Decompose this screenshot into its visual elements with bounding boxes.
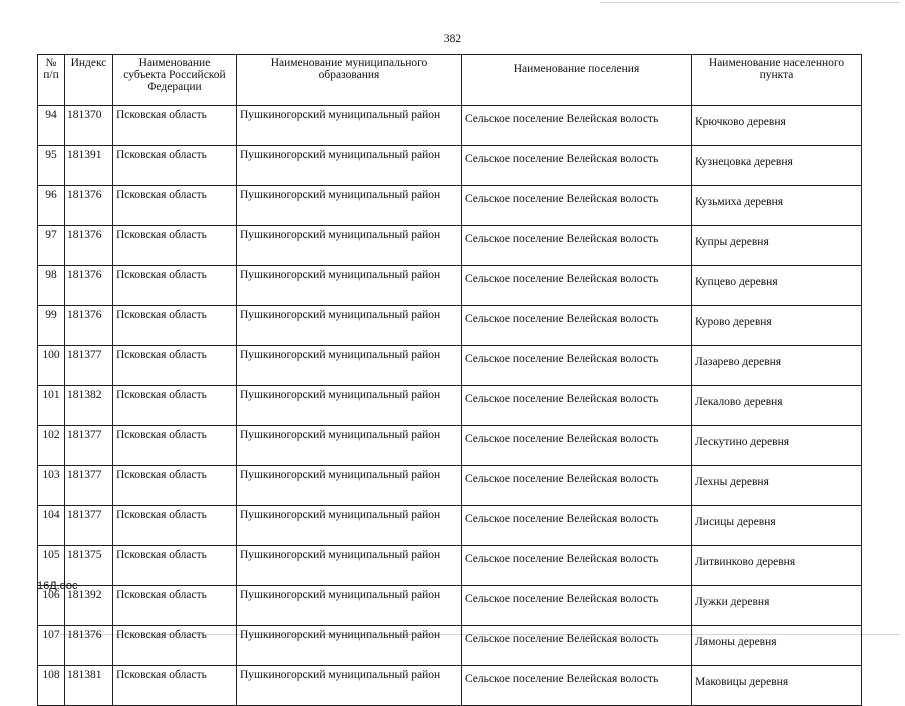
cell-settlement: Сельское поселение Велейская волость bbox=[462, 186, 692, 226]
cell-municipality: Пушкиногорский муниципальный район bbox=[237, 146, 462, 186]
cell-subject: Псковская область bbox=[113, 186, 237, 226]
cell-municipality: Пушкиногорский муниципальный район bbox=[237, 506, 462, 546]
cell-locality: Лямоны деревня bbox=[692, 626, 862, 666]
table-row bbox=[38, 386, 862, 426]
header-municipality: Наименование муниципального образования bbox=[237, 55, 462, 106]
cell-index: 181376 bbox=[65, 226, 113, 266]
cell-settlement: Сельское поселение Велейская волость bbox=[462, 666, 692, 706]
cell-index: 181377 bbox=[65, 506, 113, 546]
cell-subject: Псковская область bbox=[113, 626, 237, 666]
cell-subject: Псковская область bbox=[113, 266, 237, 306]
table-row bbox=[38, 106, 862, 146]
cell-subject: Псковская область bbox=[113, 466, 237, 506]
cell-settlement: Сельское поселение Велейская волость bbox=[462, 506, 692, 546]
cell-settlement: Сельское поселение Велейская волость bbox=[462, 346, 692, 386]
table-header-row bbox=[38, 55, 862, 106]
cell-number: 98 bbox=[38, 266, 65, 306]
cell-index: 181377 bbox=[65, 346, 113, 386]
cell-number: 95 bbox=[38, 146, 65, 186]
cell-index: 181377 bbox=[65, 426, 113, 466]
cell-index: 181376 bbox=[65, 306, 113, 346]
header-number: № п/п bbox=[38, 55, 65, 106]
table-row bbox=[38, 506, 862, 546]
cell-locality: Купцево деревня bbox=[692, 266, 862, 306]
page-number: 382 bbox=[443, 33, 462, 45]
cell-locality: Купры деревня bbox=[692, 226, 862, 266]
cell-subject: Псковская область bbox=[113, 426, 237, 466]
cell-locality: Лисицы деревня bbox=[692, 506, 862, 546]
cell-municipality: Пушкиногорский муниципальный район bbox=[237, 346, 462, 386]
footer-filename: 16Д.doc bbox=[37, 580, 78, 592]
cell-municipality: Пушкиногорский муниципальный район bbox=[237, 626, 462, 666]
cell-index: 181392 bbox=[65, 586, 113, 626]
header-subject: Наименование субъекта Российской Федерации bbox=[113, 55, 237, 106]
cell-index: 181391 bbox=[65, 146, 113, 186]
cell-subject: Псковская область bbox=[113, 106, 237, 146]
cell-number: 97 bbox=[38, 226, 65, 266]
cell-municipality: Пушкиногорский муниципальный район bbox=[237, 226, 462, 266]
table-row bbox=[38, 626, 862, 666]
table-row bbox=[38, 226, 862, 266]
cell-settlement: Сельское поселение Велейская волость bbox=[462, 226, 692, 266]
cell-index: 181376 bbox=[65, 266, 113, 306]
cell-index: 181376 bbox=[65, 626, 113, 666]
cell-index: 181370 bbox=[65, 106, 113, 146]
cell-municipality: Пушкиногорский муниципальный район bbox=[237, 306, 462, 346]
cell-subject: Псковская область bbox=[113, 506, 237, 546]
scan-artifact-top bbox=[600, 2, 900, 3]
cell-index: 181377 bbox=[65, 466, 113, 506]
cell-locality: Курово деревня bbox=[692, 306, 862, 346]
cell-locality: Крючково деревня bbox=[692, 106, 862, 146]
header-settlement: Наименование поселения bbox=[462, 55, 692, 106]
cell-number: 104 bbox=[38, 506, 65, 546]
cell-subject: Псковская область bbox=[113, 666, 237, 706]
cell-municipality: Пушкиногорский муниципальный район bbox=[237, 186, 462, 226]
cell-number: 108 bbox=[38, 666, 65, 706]
table-row bbox=[38, 546, 862, 586]
cell-locality: Лазарево деревня bbox=[692, 346, 862, 386]
cell-number: 100 bbox=[38, 346, 65, 386]
cell-subject: Псковская область bbox=[113, 226, 237, 266]
cell-number: 105 bbox=[38, 546, 65, 586]
cell-municipality: Пушкиногорский муниципальный район bbox=[237, 666, 462, 706]
cell-index: 181375 bbox=[65, 546, 113, 586]
cell-subject: Псковская область bbox=[113, 306, 237, 346]
cell-number: 103 bbox=[38, 466, 65, 506]
cell-locality: Маковицы деревня bbox=[692, 666, 862, 706]
cell-index: 181382 bbox=[65, 386, 113, 426]
cell-municipality: Пушкиногорский муниципальный район bbox=[237, 266, 462, 306]
cell-subject: Псковская область bbox=[113, 586, 237, 626]
cell-settlement: Сельское поселение Велейская волость bbox=[462, 546, 692, 586]
cell-municipality: Пушкиногорский муниципальный район bbox=[237, 586, 462, 626]
cell-settlement: Сельское поселение Велейская волость bbox=[462, 306, 692, 346]
cell-municipality: Пушкиногорский муниципальный район bbox=[237, 106, 462, 146]
cell-number: 101 bbox=[38, 386, 65, 426]
cell-number: 99 bbox=[38, 306, 65, 346]
cell-municipality: Пушкиногорский муниципальный район bbox=[237, 386, 462, 426]
cell-index: 181376 bbox=[65, 186, 113, 226]
cell-locality: Кузнецовка деревня bbox=[692, 146, 862, 186]
cell-settlement: Сельское поселение Велейская волость bbox=[462, 386, 692, 426]
cell-settlement: Сельское поселение Велейская волость bbox=[462, 266, 692, 306]
cell-number: 102 bbox=[38, 426, 65, 466]
cell-index: 181381 bbox=[65, 666, 113, 706]
table-row bbox=[38, 186, 862, 226]
locality-table bbox=[37, 54, 862, 706]
cell-settlement: Сельское поселение Велейская волость bbox=[462, 626, 692, 666]
cell-municipality: Пушкиногорский муниципальный район bbox=[237, 466, 462, 506]
table-row bbox=[38, 466, 862, 506]
table-row bbox=[38, 586, 862, 626]
cell-subject: Псковская область bbox=[113, 346, 237, 386]
cell-number: 107 bbox=[38, 626, 65, 666]
cell-locality: Кузьмиха деревня bbox=[692, 186, 862, 226]
cell-municipality: Пушкиногорский муниципальный район bbox=[237, 546, 462, 586]
table-row bbox=[38, 306, 862, 346]
table-row bbox=[38, 346, 862, 386]
cell-number: 96 bbox=[38, 186, 65, 226]
header-locality: Наименование населенного пункта bbox=[692, 55, 862, 106]
cell-number: 106 bbox=[38, 586, 65, 626]
cell-number: 94 bbox=[38, 106, 65, 146]
table-row bbox=[38, 666, 862, 706]
header-index: Индекс bbox=[65, 55, 113, 106]
cell-settlement: Сельское поселение Велейская волость bbox=[462, 466, 692, 506]
cell-subject: Псковская область bbox=[113, 386, 237, 426]
cell-settlement: Сельское поселение Велейская волость bbox=[462, 146, 692, 186]
cell-settlement: Сельское поселение Велейская волость bbox=[462, 426, 692, 466]
cell-locality: Лекалово деревня bbox=[692, 386, 862, 426]
table-row bbox=[38, 266, 862, 306]
cell-settlement: Сельское поселение Велейская волость bbox=[462, 106, 692, 146]
cell-locality: Лужки деревня bbox=[692, 586, 862, 626]
cell-locality: Лескутино деревня bbox=[692, 426, 862, 466]
cell-subject: Псковская область bbox=[113, 146, 237, 186]
table-row bbox=[38, 146, 862, 186]
cell-locality: Литвинково деревня bbox=[692, 546, 862, 586]
cell-subject: Псковская область bbox=[113, 546, 237, 586]
cell-settlement: Сельское поселение Велейская волость bbox=[462, 586, 692, 626]
cell-municipality: Пушкиногорский муниципальный район bbox=[237, 426, 462, 466]
cell-locality: Лехны деревня bbox=[692, 466, 862, 506]
table-row bbox=[38, 426, 862, 466]
